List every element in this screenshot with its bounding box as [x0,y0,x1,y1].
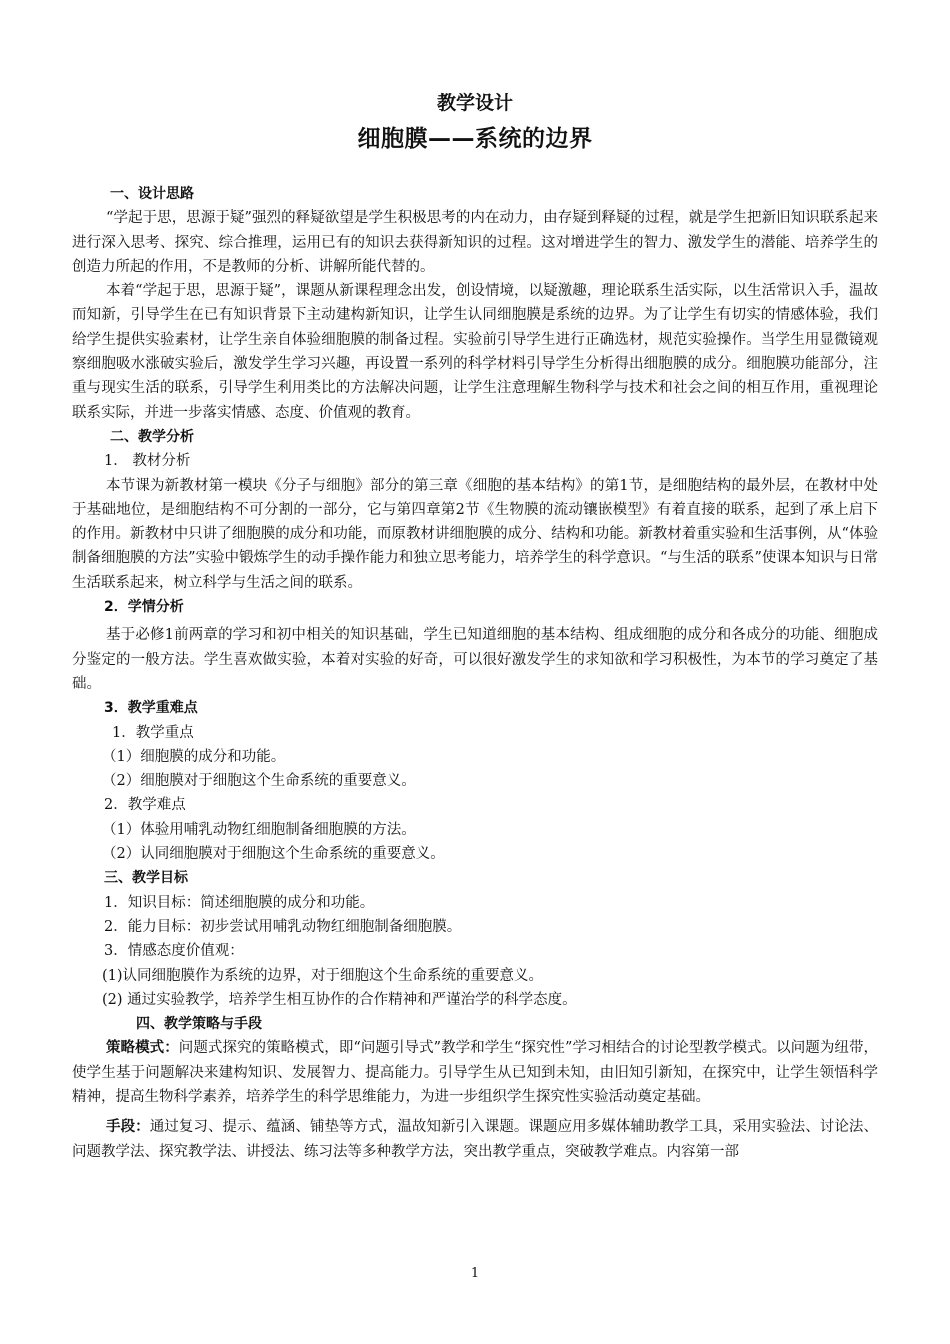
list-item: 2．能力目标：初步尝试用哺乳动物红细胞制备细胞膜。 [104,918,462,935]
list-item: (1)认同细胞膜作为系统的边界，对于细胞这个生命系统的重要意义。 [102,967,544,984]
document-body [72,182,878,1164]
subheading-textbook: 1． 教材分析 [104,453,191,470]
means-label: 手段： [106,1119,150,1136]
subheading-students: 2．学情分析 [104,599,184,616]
list-label: 1．教学重点 [112,724,194,741]
section-heading-goals: 三、教学目标 [104,870,188,887]
section-heading-analysis: 二、教学分析 [110,428,194,445]
paragraph: 基于必修1前两章的学习和初中相关的知识基础，学生已知道细胞的基本结构、组成细胞的成分和各成分的功能、细胞成分鉴定的一般方法。学生喜欢做实验，本着对实验的好奇，可以很好激发学生的求知欲和学习积极性，为本节的学习奠定了基础。 [72,627,878,692]
strategy-text: 问题式探究的策略模式，即“问题引导式”教学和学生“探究性”学习相结合的讨论型教学模式。以问题为纽带，使学生基于问题解决来建构知识、发展智力、提高能力。引导学生从已知到未知，由旧知引新知，在探究中，让学生领悟科学精神，提高生物科学素养，培养学生的科学思维能力，为进一步组织学生探究性实验活动奠定基础。 [72,1040,878,1105]
section-heading-design: 一、设计思路 [110,186,194,202]
list-label: 2．教学难点 [104,797,186,814]
list-item: （2）细胞膜对于细胞这个生命系统的重要意义。 [102,773,416,790]
paragraph-means [72,1115,878,1164]
document-title: 教学设计 [436,92,513,114]
list-item: 3．情感态度价值观： [104,943,244,960]
strategy-label: 策略模式： [106,1040,179,1057]
subheading-key-points: 3．教学重难点 [104,700,198,717]
list-item: (2) 通过实验教学，培养学生相互协作的合作精神和严谨治学的科学态度。 [102,991,577,1008]
list-item: （1）细胞膜的成分和功能。 [102,748,286,765]
paragraph: 本节课为新教材第一模块《分子与细胞》部分的第三章《细胞的基本结构》的第1节，是细胞结构的最外层，在教材中处于基础地位，是细胞结构不可分割的一部分，它与第四章第2节《生物膜的流动镶嵌模型》有着直接的联系，起到了承上启下的作用。新教材中只讲了细胞膜的成分和功能，而原教材讲细胞膜的成分、结构和功能。新教材着重实验和生活事例，从“体验制备细胞膜的方法”实验中锻炼学生的动手操作能力和独立思考能力，培养学生的科学意识。“与生活的联系”使课本知识与日常生活联系起来，树立科学与生活之间的联系。 [72,477,878,591]
list-item: （2）认同细胞膜对于细胞这个生命系统的重要意义。 [102,846,445,863]
document-subtitle: 细胞膜——系统的边界 [357,126,593,152]
paragraph-strategy [72,1036,878,1109]
list-item: 1．知识目标：简述细胞膜的成分和功能。 [104,894,375,911]
paragraph: 本着“学起于思，思源于疑”，课题从新课程理念出发，创设情境，以疑激趣，理论联系生活实际，以生活常识入手，温故而知新，引导学生在已有知识背景下主动建构新知识，让学生认同细胞膜是系统的边界。为了让学生有切实的情感体验，我们给学生提供实验素材，让学生亲自体验细胞膜的制备过程。实验前引导学生进行正确选材，规范实验操作。当学生用显微镜观察细胞吸水涨破实验后，激发学生学习兴趣，再设置一系列的科学材料引导学生分析得出细胞膜的成分。细胞膜功能部分，注重与现实生活的联系，引导学生利用类比的方法解决问题，让学生注意理解生物科学与技术和社会之间的相互作用，重视理论联系实际，并进一步落实情感、态度、价值观的教育。 [72,283,878,421]
means-text: 通过复习、提示、蕴涵、铺垫等方式，温故知新引入课题。课题应用多媒体辅助教学工具，采用实验法、讨论法、问题教学法、探究教学法、讲授法、练习法等多种教学方法，突出教学重点，突破教学难点。内容第一部 [72,1119,878,1160]
section-heading-strategy: 四、教学策略与手段 [136,1016,262,1033]
paragraph: “学起于思，思源于疑”强烈的释疑欲望是学生积极思考的内在动力，由存疑到释疑的过程，就是学生把新旧知识联系起来进行深入思考、探究、综合推理，运用已有的知识去获得新知识的过程。这对增进学生的智力、激发学生的潜能、培养学生的创造力所起的作用，不是教师的分析、讲解所能代替的。 [72,210,878,275]
page-number: 1 [470,1266,480,1281]
list-item: （1）体验用哺乳动物红细胞制备细胞膜的方法。 [102,821,416,838]
